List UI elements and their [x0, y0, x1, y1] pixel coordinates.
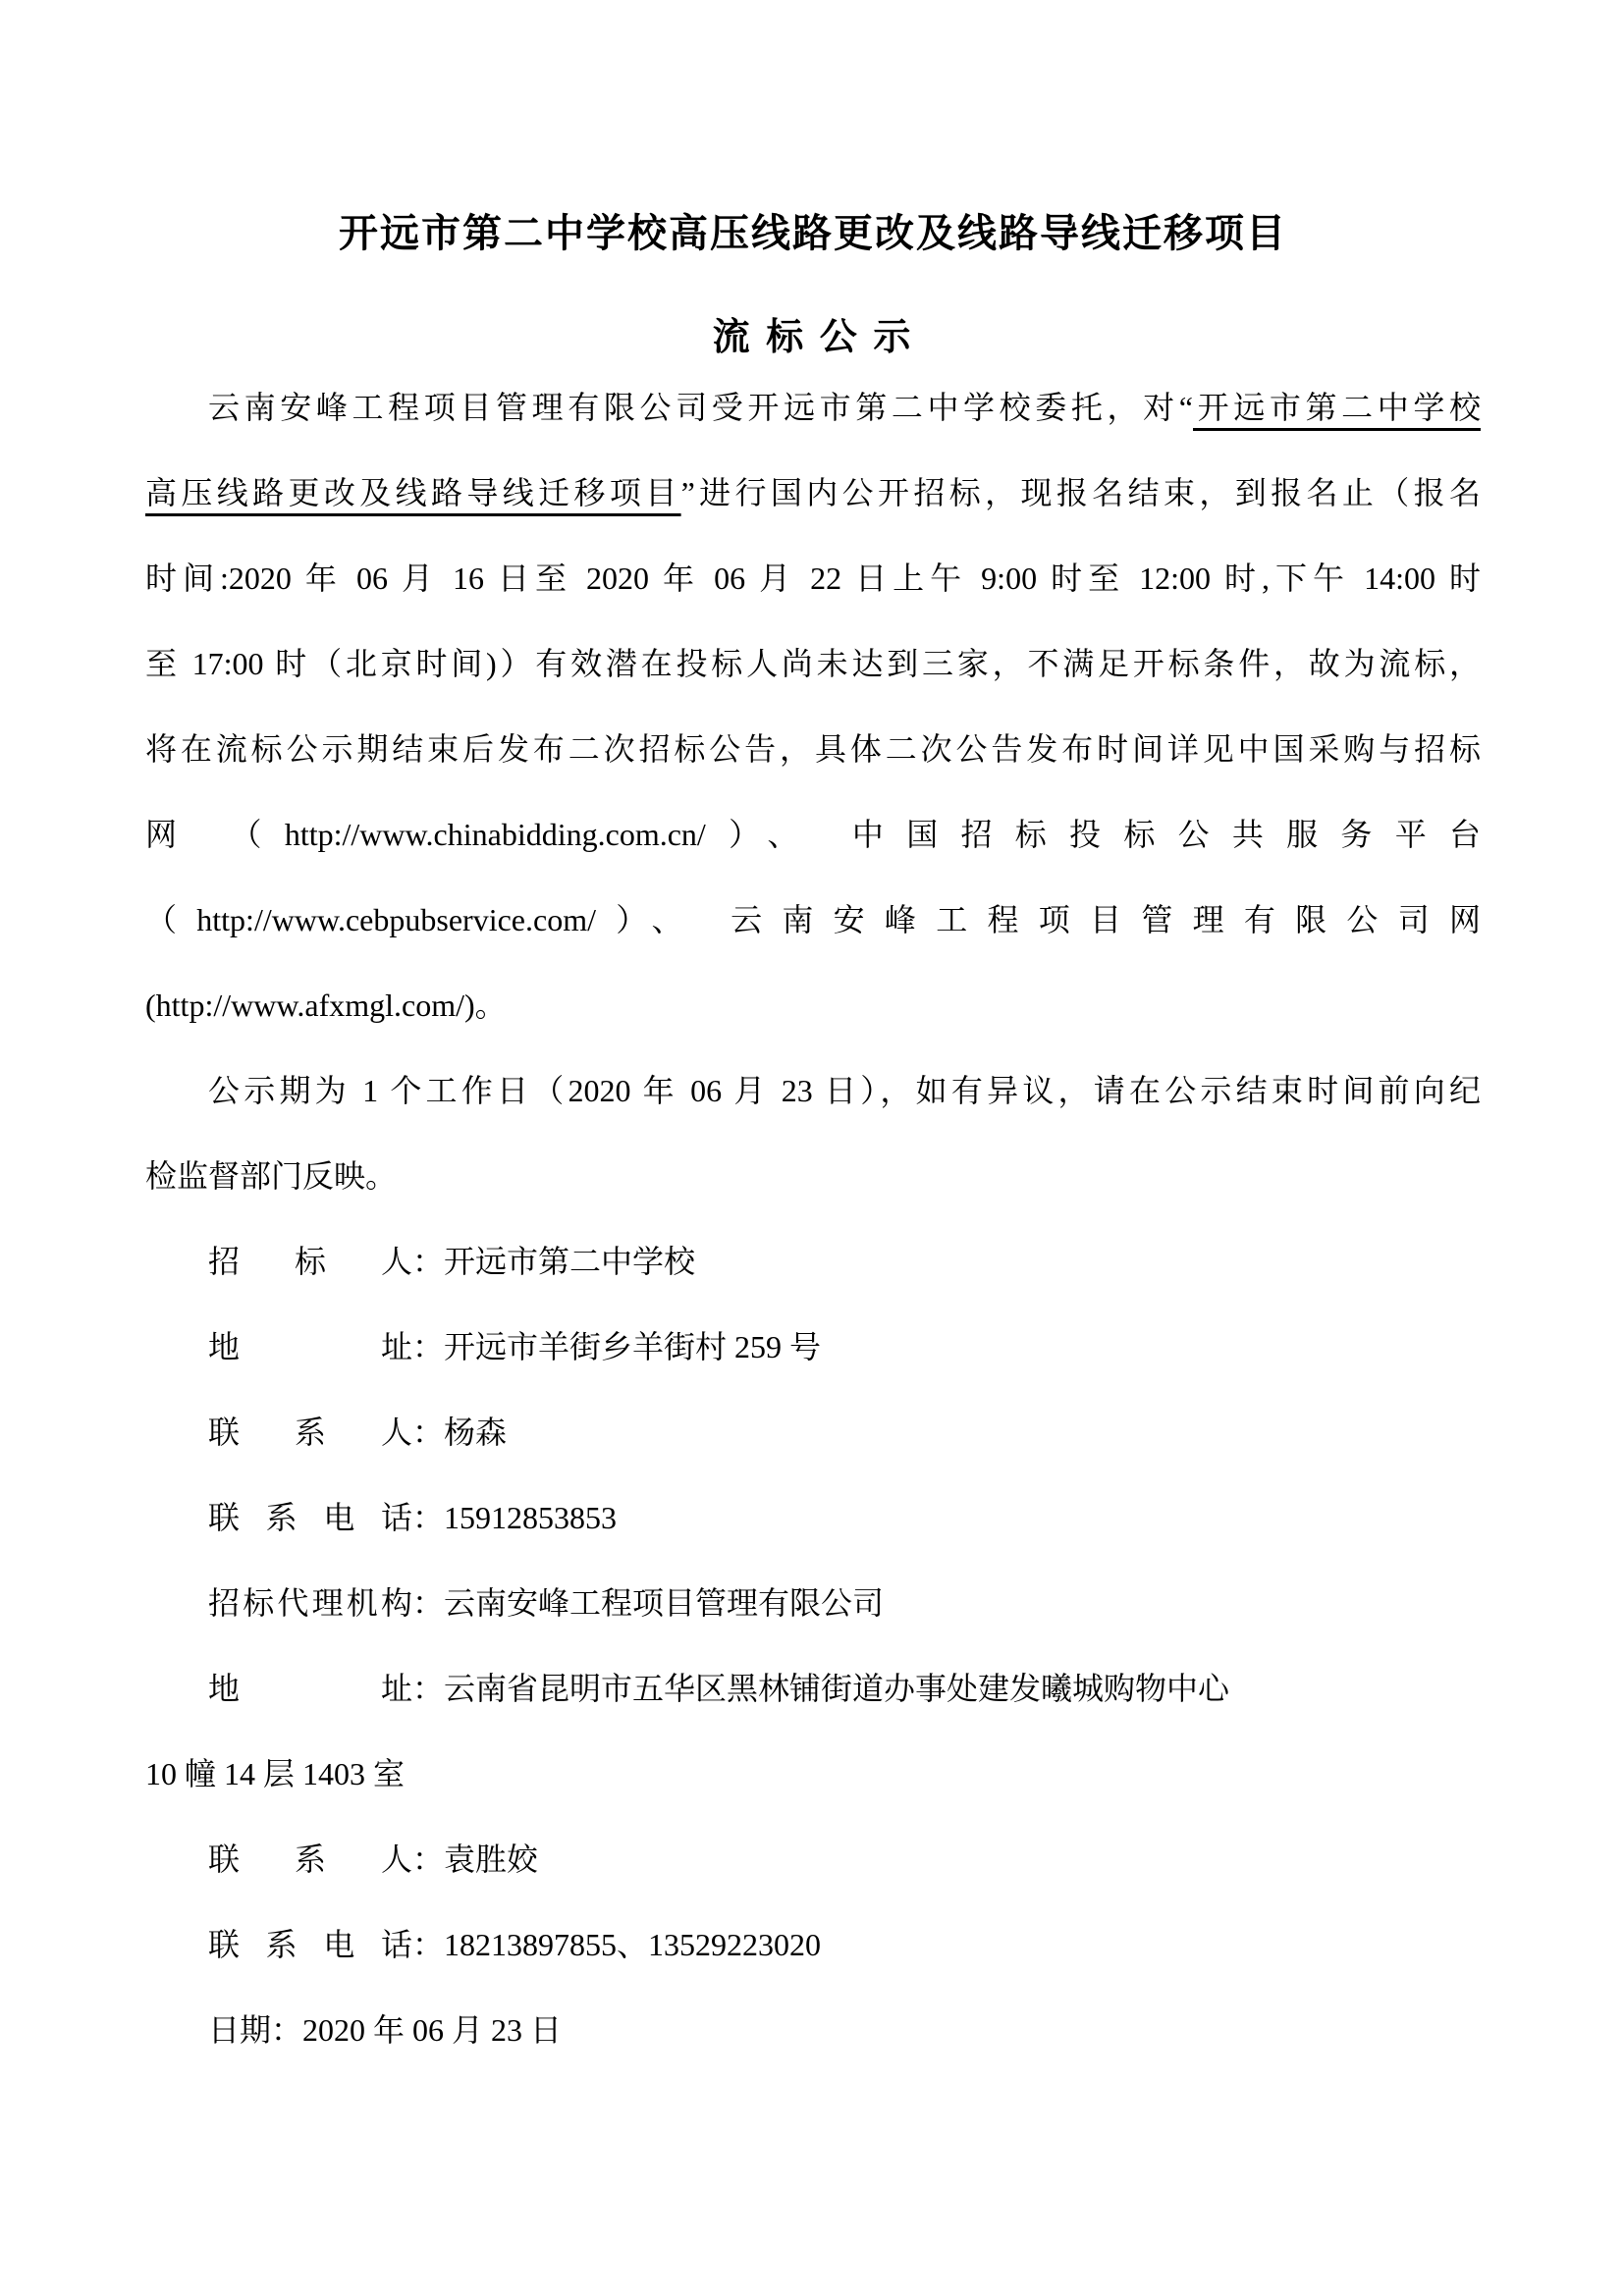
contact-value: 15912853853 [444, 1500, 618, 1535]
paragraph-1 [145, 365, 1481, 1048]
text-segment: 至 17:00 时（北京时间)）有效潜在投标人尚未达到三家，不满足开标条件，故为流标， [145, 646, 1481, 681]
text-segment: 云南安峰工程项目管理有限公司受开远市第二中学校委托，对“ [208, 390, 1193, 425]
text-segment: ”进行国内公开招标，现报名结束，到报名止（报名 [680, 475, 1481, 510]
contact-label: 联系电话 [208, 1927, 412, 1962]
paragraph-line [145, 878, 1481, 963]
contact-line [145, 1305, 1481, 1390]
contact-value: 18213897855、13529223020 [444, 1927, 822, 1962]
contact-list [145, 1219, 1481, 2073]
paragraph-line [145, 707, 1481, 792]
text-segment: 网 （http://www.chinabidding.com.cn/）、 中国招标投标公共服务平台 [145, 817, 1481, 852]
contact-line [145, 1561, 1481, 1646]
contact-label: 联系人 [208, 1842, 412, 1877]
contact-colon: ： [412, 1671, 445, 1706]
paragraph-line [145, 365, 1481, 451]
contact-value: 10 幢 14 层 1403 室 [145, 1756, 406, 1791]
paragraph-line [145, 451, 1481, 536]
text-segment: 将在流标公示期结束后发布二次招标公告，具体二次公告发布时间详见中国采购与招标 [145, 731, 1481, 767]
contact-line [145, 1817, 1481, 1902]
contact-colon: ： [412, 1415, 445, 1450]
contact-line [145, 1988, 1481, 2073]
contact-colon: ： [412, 1585, 445, 1621]
document-title: 开远市第二中学校高压线路更改及线路导线迁移项目 [339, 212, 1287, 255]
contact-label: 招标人 [208, 1244, 412, 1279]
contact-value: 开远市第二中学校 [444, 1244, 696, 1279]
contact-value: 开远市羊街乡羊街村 259 号 [444, 1329, 822, 1364]
contact-colon: ： [412, 1329, 445, 1364]
text-segment: 检监督部门反映。 [145, 1158, 398, 1194]
document-subtitle: 流 标 公 示 [712, 317, 914, 358]
text-segment: (http://www.afxmgl.com/)。 [145, 988, 507, 1023]
contact-line [145, 1902, 1481, 1988]
text-segment: 时间:2020 年 06 月 16 日至 2020 年 06 月 22 日上午 9:00 时至 12:00 时,下午 14:00 时 [145, 561, 1481, 596]
project-name-underlined: 高压线路更改及线路导线迁移项目 [145, 475, 681, 510]
contact-colon: ： [412, 1842, 445, 1877]
paragraph-line [145, 1134, 1481, 1219]
contact-label: 联系电话 [208, 1500, 412, 1535]
contact-line [145, 1390, 1481, 1475]
paragraph-line [145, 963, 1481, 1048]
contact-line [145, 1219, 1481, 1305]
contact-value: 云南安峰工程项目管理有限公司 [444, 1585, 885, 1621]
document-body [145, 365, 1481, 2073]
contact-line [145, 1646, 1481, 1732]
contact-value: 云南省昆明市五华区黑林铺街道办事处建发曦城购物中心 [444, 1671, 1230, 1706]
contact-value: 杨森 [444, 1415, 508, 1450]
paragraph-2 [145, 1048, 1481, 1219]
contact-colon: ： [271, 2012, 303, 2048]
contact-colon: ： [412, 1927, 445, 1962]
contact-label: 日期 [208, 2012, 272, 2048]
text-segment: （http://www.cebpubservice.com/）、 云南安峰工程项目管理有限公司网 [145, 902, 1481, 937]
contact-label: 地址 [208, 1329, 412, 1364]
contact-label: 招标代理机构 [208, 1585, 412, 1621]
text-segment: 公示期为 1 个工作日（2020 年 06 月 23 日），如有异议，请在公示结束时间前向纪 [208, 1073, 1481, 1108]
project-name-underlined: 开远市第二中学校 [1193, 390, 1481, 425]
contact-line [145, 1475, 1481, 1561]
contact-label: 联系人 [208, 1415, 412, 1450]
contact-colon: ： [412, 1244, 445, 1279]
contact-colon: ： [412, 1500, 445, 1535]
paragraph-line [145, 536, 1481, 621]
contact-value: 袁胜姣 [444, 1842, 539, 1877]
contact-value: 2020 年 06 月 23 日 [302, 2012, 563, 2048]
contact-line [145, 1732, 1481, 1817]
paragraph-line [145, 1048, 1481, 1134]
paragraph-line [145, 621, 1481, 707]
paragraph-line [145, 792, 1481, 878]
contact-label: 地址 [208, 1671, 412, 1706]
